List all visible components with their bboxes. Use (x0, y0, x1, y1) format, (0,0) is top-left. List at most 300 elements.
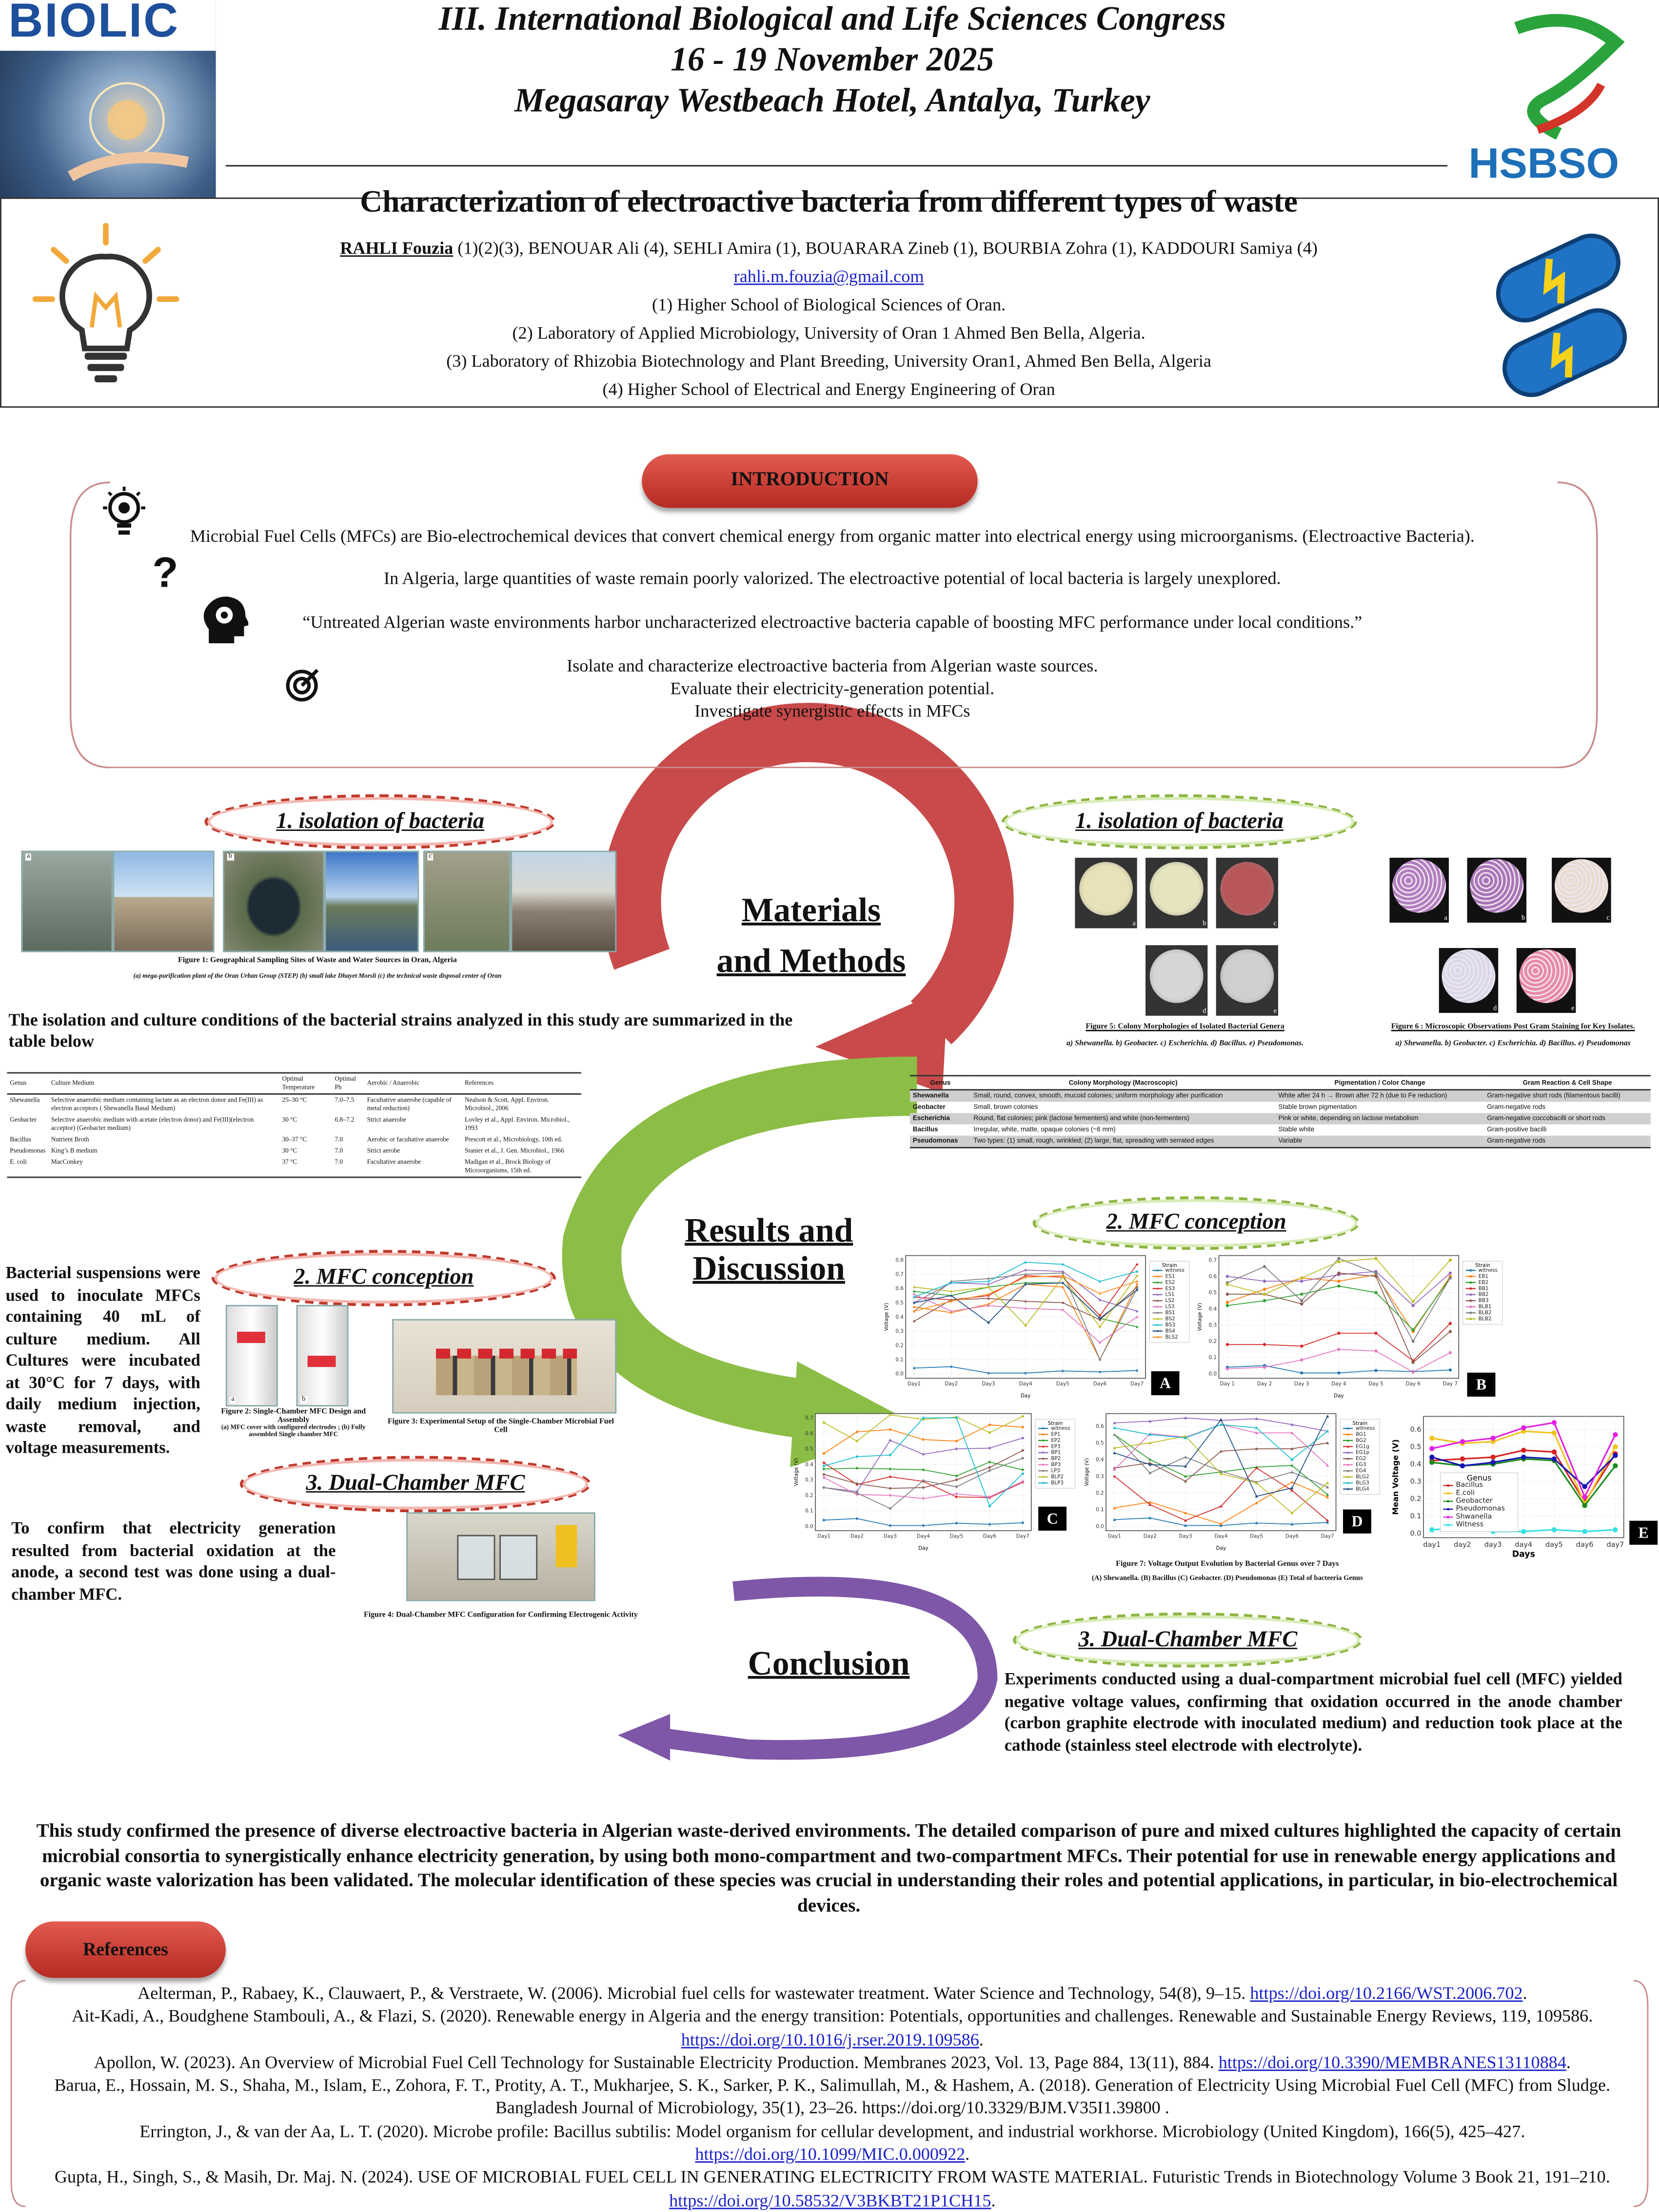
x-tick-label: Day1 (1107, 1533, 1121, 1540)
data-point (1449, 1330, 1452, 1333)
first-author: RAHLI Fouzia (340, 238, 454, 258)
y-tick-label: 0.3 (805, 1477, 813, 1483)
legend-label: BLB2 (1478, 1316, 1492, 1322)
header-divider (226, 165, 1447, 166)
column-header: Colony Morphology (Macroscopic) (971, 1076, 1276, 1090)
voltage-chart-total-genus (1390, 1411, 1658, 1559)
data-point (1263, 1343, 1266, 1346)
table-cell: Stable brown pigmentation (1278, 1103, 1357, 1110)
data-point (1582, 1529, 1587, 1534)
co-authors: (1)(2)(3), BENOUAR Ali (4), SEHLI Amira (1), BOUARARA Zineb (1), BOURBIA Zohra (1), KADDOURI Samiya (4) (453, 238, 1318, 258)
introduction-heading: INTRODUCTION (642, 454, 978, 508)
table-cell: Facultative anaerobe (367, 1158, 421, 1165)
data-point (1412, 1300, 1415, 1303)
single-chamber-setup-photo (392, 1319, 616, 1414)
data-point (1449, 1276, 1452, 1279)
data-point (1447, 1492, 1449, 1495)
figure-4-caption: Figure 4: Dual-Chamber MFC Configuration for Confirming Electrogenic Activity (364, 1611, 638, 1620)
micrograph-letter: b (1521, 915, 1525, 923)
data-point (1412, 1304, 1415, 1307)
legend-label: EG3 (1356, 1462, 1366, 1468)
x-tick-label: Day 7 (1442, 1381, 1458, 1387)
x-tick-label: Day6 (1093, 1381, 1107, 1387)
x-axis-label: Day (1216, 1545, 1226, 1551)
sampling-site-photo-a: a (21, 850, 113, 952)
chart-legend (1035, 1419, 1075, 1488)
table-cell: 7.0 (335, 1146, 343, 1154)
y-tick-label: 0.7 (805, 1415, 813, 1422)
intro-objective: Evaluate their electricity-generation potential. (670, 678, 995, 698)
data-point (1337, 1257, 1340, 1260)
data-point (1374, 1257, 1377, 1260)
chart-legend (1441, 1473, 1518, 1531)
legend-label: BS4 (1165, 1328, 1175, 1334)
legend-label: BG1 (1356, 1431, 1366, 1438)
y-tick-label: 0.1 (895, 1357, 904, 1363)
data-point (1263, 1293, 1266, 1296)
intro-objective: Isolate and characterize electroactive bacteria from Algerian waste sources. (567, 656, 1098, 676)
dual-chamber-method-text: To confirm that electricity generation resulted from bacterial oxidation at the anode, a second test was done using a dual-chamber MFC. (11, 1518, 336, 1603)
data-point (1300, 1303, 1303, 1305)
legend-label: BLG3 (1356, 1480, 1369, 1486)
figure-5-subcaption: a) Shewanella. b) Geobacter. c) Escherichia. d) Bacillus. e) Pseudomonas. (1066, 1040, 1304, 1048)
y-tick-label: 0.3 (1096, 1473, 1104, 1480)
intro-context: Microbial Fuel Cells (MFCs) are Bio-electrochemical devices that convert chemical energy from organic matter into electrical energy using microorganisms. (Electroactive Bacteria). (190, 526, 1475, 546)
data-point (1469, 1269, 1472, 1271)
data-point (1429, 1436, 1434, 1441)
data-point (1469, 1300, 1472, 1302)
legend-label: Shwanella (1456, 1512, 1492, 1521)
table-cell: Variable (1276, 1136, 1484, 1148)
data-point (1263, 1299, 1266, 1302)
data-point (1613, 1527, 1618, 1532)
table-cell: Small, round, convex, smooth, mucoid colonies; uniform morphology after purification (971, 1090, 1276, 1102)
table-cell: Pink or white, depending on lactose metabolism (1276, 1113, 1484, 1124)
question-icon: ? (152, 550, 178, 597)
y-tick-label: 0.0 (1096, 1523, 1104, 1530)
legend-label: BLB1 (1478, 1304, 1492, 1310)
culture-conditions-table (7, 1072, 581, 1178)
data-point (1552, 1420, 1557, 1425)
data-point (1613, 1444, 1618, 1449)
legend-title: Strain (1352, 1420, 1368, 1426)
references-list (28, 1982, 1637, 2212)
x-tick-label: Day 1 (1220, 1381, 1235, 1387)
y-tick-label: 0.3 (1208, 1322, 1217, 1328)
x-tick-label: Day6 (983, 1533, 996, 1540)
congress-venue: Megasaray Westbeach Hotel, Antalya, Turkey (514, 83, 1150, 120)
y-tick-label: 0.2 (1410, 1495, 1422, 1503)
figure-2-caption: Figure 2: Single-Chamber MFC Design and Assembly (221, 1408, 366, 1425)
dna-logo-icon (1460, 0, 1659, 141)
legend-label: ES1 (1165, 1273, 1175, 1280)
table-cell: 30 °C (282, 1116, 297, 1123)
x-tick-label: day7 (1606, 1541, 1624, 1549)
y-tick-label: 0.0 (805, 1523, 813, 1530)
legend-title: Strain (1162, 1262, 1177, 1268)
legend-title: Strain (1047, 1420, 1063, 1426)
data-point (1521, 1455, 1526, 1460)
data-point (1374, 1349, 1377, 1352)
table-cell: Strict aerobe (367, 1146, 400, 1154)
legend-label: EG2 (1356, 1456, 1366, 1462)
figure-1-subcaption: (a) mega-purification plant of the Oran Urban Group (STEP) (b) small lake Dhayet Morsli (c) the technical waste disposal center of Oran (133, 972, 502, 979)
legend-label: BLG2 (1356, 1474, 1369, 1480)
affiliation: (3) Laboratory of Rhizobia Biotechnology and Plant Breeding, University Oran1, Ahmed Ben Bella, Algeria (446, 351, 1211, 371)
data-point (1337, 1348, 1340, 1351)
legend-label: EG4 (1356, 1468, 1366, 1474)
y-tick-label: 0.6 (1410, 1426, 1422, 1434)
legend-label: BG2 (1356, 1437, 1366, 1443)
data-point (1469, 1293, 1472, 1296)
chart-panel-label: D (1343, 1509, 1371, 1533)
table-cell: Selective anaerobic medium with acetate (electron donor) and Fe(III)(electron acceptor) (Geobacter medium) (51, 1116, 254, 1132)
table-cell: Escherichia (910, 1113, 971, 1124)
data-point (1412, 1371, 1415, 1374)
chart-panel-label: A (1151, 1371, 1180, 1395)
congress-name: III. International Biological and Life Sciences Congress (438, 1, 1226, 39)
data-point (1469, 1281, 1472, 1284)
intro-objective: Investigate synergistic effects in MFCs (694, 701, 970, 721)
y-axis-label: Mean Voltage (V) (1390, 1439, 1400, 1515)
data-point (1374, 1291, 1377, 1294)
reference-doi-link[interactable]: https://doi.org/10.1099/MIC.0.000922 (695, 2144, 966, 2164)
y-tick-label: 0.1 (1208, 1355, 1217, 1361)
column-header: Genus (910, 1076, 971, 1090)
conclusion-arrowhead (618, 1714, 670, 1760)
table-cell: Gram-negative short rods (filamentous bacilli) (1484, 1090, 1650, 1102)
assembled-mfc-photo: b (296, 1305, 349, 1406)
y-tick-label: 0.2 (895, 1343, 904, 1349)
dual-chamber-heading-right: 3. Dual-Chamber MFC (1013, 1613, 1363, 1668)
table-cell: Nealson & Scott, Appl. Environ. Microbiol., 2006 (464, 1096, 550, 1112)
data-point (1263, 1265, 1266, 1268)
chart-panel-label: E (1629, 1521, 1658, 1545)
intro-problem: In Algeria, large quantities of waste remain poorly valorized. The electroactive potential of local bacteria is largely unexplored. (384, 568, 1281, 589)
y-tick-label: 0.0 (895, 1371, 904, 1377)
brain-hand-icon (63, 63, 190, 190)
column-header: Pigmentation / Color Change (1276, 1076, 1484, 1090)
x-tick-label: day6 (1576, 1541, 1594, 1549)
y-tick-label: 0.8 (895, 1257, 904, 1264)
chart-legend (1340, 1419, 1380, 1494)
legend-label: BLG4 (1356, 1486, 1369, 1492)
y-tick-label: 0.1 (805, 1508, 813, 1514)
x-tick-label: Day4 (1019, 1381, 1032, 1387)
gram-stain-micrograph (1517, 948, 1576, 1013)
column-header: References (462, 1073, 581, 1094)
legend-label: BS1 (1165, 1310, 1175, 1316)
data-point (1552, 1527, 1557, 1532)
y-tick-label: 0.4 (1096, 1457, 1104, 1463)
data-point (1490, 1460, 1495, 1465)
legend-label: BS3 (1165, 1322, 1175, 1328)
table-cell: 37 °C (282, 1158, 297, 1165)
table-cell: 30–37 °C (282, 1135, 307, 1143)
data-point (1447, 1508, 1449, 1510)
colony-plate-photo (1146, 945, 1207, 1016)
colony-plate-photo (1146, 858, 1207, 928)
legend-label: BB3 (1478, 1298, 1489, 1304)
table-cell: Geobacter (10, 1116, 37, 1123)
x-tick-label: Day4 (916, 1533, 930, 1540)
data-point (1337, 1284, 1340, 1287)
table-cell: Shewanella (910, 1090, 971, 1102)
column-header: Gram Reaction & Cell Shape (1484, 1076, 1650, 1090)
plate-letter: a (1132, 921, 1136, 928)
reference-item: Ait-Kadi, A., Boudghene Stambouli, A., & Flazi, S. (2020). Renewable energy in Algeria and the energy transition: Potentials, opportunities and challenges. Renewable and Sustainable Energy Reviews, 119, 109586. https://doi.org/10.1016/j.rser.2019.109586. (72, 2006, 1593, 2050)
biolic-logo (0, 0, 216, 198)
conclusion-text: This study confirmed the presence of diverse electroactive bacteria in Algerian waste-derived environments. The detailed comparison of pure and mixed cultures highlighted the capacity of certain microbial consortia to synergistically enhance electricity generation, by using both mono-compartment and two-compartment MFCs. Their potential for use in renewable energy applications and organic waste valorization has been validated. The molecular identification of these species was crucial in understanding their roles and potential applications, in particular, in bio-electrochemical devices. (36, 1819, 1621, 1916)
data-point (1226, 1304, 1229, 1307)
data-point (1337, 1260, 1340, 1263)
legend-label: witness (1165, 1267, 1185, 1273)
table-cell: Gram-negative rods (1484, 1136, 1650, 1148)
authors (198, 238, 1460, 259)
data-point (1429, 1460, 1434, 1465)
data-point (1263, 1288, 1266, 1291)
legend-label: ES3 (1165, 1285, 1175, 1292)
table-cell: MacConkey (51, 1158, 83, 1165)
legend-label: Pseudomonas (1456, 1504, 1505, 1513)
y-tick-label: 0.0 (1410, 1529, 1422, 1538)
data-point (1469, 1275, 1472, 1278)
x-axis-label: Day (1334, 1393, 1344, 1399)
table-cell: Stanier et al., J. Gen. Microbiol., 1966 (464, 1146, 564, 1154)
x-tick-label: Day2 (945, 1381, 958, 1387)
legend-label: BLP3 (1051, 1480, 1064, 1486)
x-tick-label: day2 (1454, 1541, 1471, 1549)
dual-chamber-photo (406, 1512, 595, 1601)
plate-letter: e (1273, 1008, 1277, 1016)
legend-label: witness (1356, 1425, 1375, 1431)
legend-label: LP3 (1051, 1468, 1060, 1474)
author-email-link[interactable]: rahli.m.fouzia@gmail.com (733, 266, 924, 287)
y-tick-label: 0.5 (1208, 1290, 1217, 1296)
x-tick-label: Day 5 (1368, 1381, 1383, 1387)
data-point (1582, 1494, 1587, 1499)
figure-7-subcaption: (A) Shewanella. (B) Bacillus (C) Geobacter. (D) Pseudomonas (E) Total of bacteeria Genus (1092, 1576, 1363, 1583)
figure-3-caption: Figure 3: Experimental Setup of the Single-Chamber Microbial Fuel Cell (387, 1418, 614, 1435)
colony-morphology-table (910, 1075, 1651, 1148)
table-header-row (7, 1073, 581, 1094)
data-point (1300, 1344, 1303, 1347)
data-point (1300, 1359, 1303, 1362)
table-row (7, 1114, 581, 1134)
x-tick-label: Day1 (908, 1381, 921, 1387)
data-point (1469, 1287, 1472, 1290)
data-point (1374, 1332, 1377, 1335)
micrograph-letter: d (1493, 1006, 1497, 1013)
y-tick-label: 0.4 (895, 1314, 904, 1320)
x-axis-label: Day (918, 1545, 928, 1551)
y-tick-label: 0.7 (895, 1271, 904, 1278)
x-tick-label: Day7 (1130, 1381, 1144, 1387)
x-tick-label: Day3 (883, 1533, 897, 1540)
table-cell: Shewanella (10, 1096, 40, 1104)
data-point (1469, 1305, 1472, 1308)
reference-doi-link[interactable]: https://doi.org/10.3390/MEMBRANES13110884 (1218, 2052, 1566, 2073)
affiliation: (1) Higher School of Biological Sciences of Oran. (652, 295, 1006, 315)
column-header: Genus (7, 1073, 48, 1094)
data-point (1374, 1271, 1377, 1274)
table-cell: Selective anaerobic medium containing lactate as an electron donor and Fe(III) as electron acceptors ( Shewanella Basal Medium) (51, 1096, 263, 1112)
affiliation: (2) Laboratory of Applied Microbiology, University of Oran 1 Ahmed Ben Bella, Algeria. (512, 323, 1146, 343)
table-cell: Lovley et al., Appl. Environ. Microbiol., 1993 (464, 1116, 570, 1132)
data-point (1263, 1280, 1266, 1283)
y-axis-label: Voltage (V) (1197, 1303, 1203, 1331)
table-cell: Strict anaerobe (367, 1116, 406, 1123)
data-point (1447, 1524, 1449, 1526)
x-tick-label: Day2 (850, 1533, 864, 1540)
y-tick-label: 0.2 (805, 1492, 813, 1499)
legend-label: EB2 (1478, 1279, 1489, 1285)
reference-doi-link[interactable]: https://doi.org/10.1016/j.rser.2019.109586 (681, 2029, 979, 2050)
legend-label: BLP2 (1051, 1474, 1064, 1480)
legend-label: Bacillus (1456, 1481, 1483, 1489)
legend-label: Witness (1456, 1521, 1484, 1529)
mfc-heading-right: 2. MFC conception (1033, 1196, 1360, 1250)
reference-doi-link[interactable]: https://doi.org/10.58532/V3BKBT21P1CH15 (669, 2190, 991, 2211)
biolic-logo-text: BIOLIC (8, 0, 180, 48)
y-tick-label: 0.5 (895, 1300, 904, 1306)
table-cell: Prescott et al., Microbiology, 10th ed. (464, 1135, 563, 1143)
data-point (1412, 1340, 1415, 1343)
data-point (1447, 1484, 1449, 1487)
y-tick-label: 0.6 (1096, 1423, 1104, 1430)
x-tick-label: Day 3 (1294, 1381, 1309, 1387)
data-point (1226, 1275, 1229, 1278)
table-cell: Geobacter (912, 1103, 946, 1110)
table-cell: Aerobic or facultative anaerobe (367, 1135, 449, 1143)
reference-doi-link[interactable]: https://doi.org/10.2166/WST.2006.702 (1250, 1983, 1523, 2003)
data-point (1490, 1455, 1495, 1460)
data-point (1226, 1283, 1229, 1286)
isolation-intro-text: The isolation and culture conditions of the bacterial strains analyzed in this study are summarized in the table below (8, 1010, 793, 1051)
legend-label: BLB2 (1478, 1310, 1492, 1316)
y-tick-label: 0.3 (1410, 1478, 1422, 1486)
table-cell: Gram-negative coccobacilli or short rods (1484, 1113, 1650, 1124)
data-point (1263, 1366, 1266, 1369)
legend-label: EG1g (1356, 1443, 1369, 1450)
reference-item: Barua, E., Hossain, M. S., Shaha, M., Islam, E., Zohora, F. T., Protity, A. T., Mukharjee, S. K., Sarker, P. K., Salimullah, M., & Hashem, A. (2018). Generation of Electricity Using Microbial Fuel Cell (MFC) from Sludge. Bangladesh Journal of Microbiology, 35(1), 23–26. https://doi.org/10.3329/BJM.V35I1.39800 . (54, 2075, 1611, 2118)
x-tick-label: Day5 (1056, 1381, 1069, 1387)
legend-label: EB1 (1478, 1273, 1489, 1280)
data-point (1374, 1369, 1377, 1372)
data-point (1552, 1456, 1557, 1461)
x-tick-label: Day7 (1321, 1533, 1334, 1540)
micrograph-letter: e (1571, 1006, 1575, 1013)
legend-label: BP2 (1051, 1456, 1061, 1462)
x-tick-label: Day 2 (1257, 1381, 1272, 1387)
mfc-cover-photo: a (226, 1305, 278, 1406)
y-tick-label: 0.5 (1410, 1443, 1422, 1451)
table-row (7, 1157, 581, 1177)
y-tick-label: 0.1 (1096, 1507, 1104, 1513)
chart-panel-label: B (1467, 1373, 1496, 1397)
voltage-chart-shewanella (883, 1250, 1196, 1400)
sampling-site-photo-c: c (423, 850, 511, 952)
y-tick-label: 0.6 (805, 1430, 813, 1437)
table-cell: Two types: (1) small, rough, wrinkled; (2) large, flat, spreading with serrated edges (971, 1136, 1276, 1148)
figure-7-caption: Figure 7: Voltage Output Evolution by Bacterial Genus over 7 Days (1116, 1560, 1339, 1569)
data-point (1300, 1280, 1303, 1283)
x-tick-label: Day1 (817, 1533, 831, 1540)
data-point (1469, 1312, 1472, 1314)
y-tick-label: 0.2 (1208, 1338, 1217, 1344)
x-axis-label: Day (1020, 1393, 1031, 1399)
legend-label: witness (1478, 1267, 1498, 1273)
results-discussion-heading: Results and Discussion (684, 1213, 853, 1288)
data-point (1429, 1527, 1434, 1532)
hsbso-logo-text: HSBSO (1468, 141, 1620, 188)
table-cell: Stable white (1278, 1126, 1315, 1133)
y-tick-label: 0.0 (1208, 1371, 1217, 1377)
dual-chamber-heading-left: 3. Dual-Chamber MFC (240, 1456, 591, 1512)
y-tick-label: 0.4 (1410, 1461, 1422, 1469)
voltage-chart-bacillus (1196, 1250, 1509, 1400)
legend-label: Geobacter (1456, 1497, 1493, 1505)
data-point (1449, 1259, 1452, 1262)
data-point (1226, 1367, 1229, 1370)
data-point (1337, 1332, 1340, 1335)
chart-legend (1463, 1261, 1502, 1324)
x-tick-label: Day3 (1179, 1533, 1192, 1540)
table-cell: Madigan et al., Brock Biology of Microorganisms, 15th ed. (464, 1158, 551, 1174)
table-cell: Pseudomonas (910, 1136, 971, 1148)
plate-letter: b (1203, 921, 1206, 928)
legend-label: BP1 (1051, 1449, 1061, 1456)
colony-plate-photo (1075, 858, 1137, 928)
y-tick-label: 0.4 (1208, 1306, 1217, 1312)
table-cell: Bacillus (912, 1126, 938, 1133)
data-point (1412, 1328, 1415, 1331)
figure-1-caption: Figure 1: Geographical Sampling Sites of Waste and Water Sources in Oran, Algeria (178, 956, 457, 965)
table-cell: 6.8–7.2 (335, 1116, 355, 1123)
legend-label: ES2 (1165, 1279, 1175, 1285)
reference-item: Apollon, W. (2023). An Overview of Microbial Fuel Cell Technology for Sustainable Electricity Production. Membranes 2023, Vol. 13, Page 884, 13(11), 884. https://doi.org/10.3390/MEMBRANES13110884. (94, 2052, 1571, 2073)
data-point (1226, 1343, 1229, 1346)
micrograph-letter: c (1606, 915, 1610, 923)
table-row (910, 1113, 1651, 1124)
sampling-site-photo-a2 (113, 850, 214, 952)
hsbso-logo (1460, 0, 1659, 198)
micrograph-letter: a (1444, 915, 1448, 923)
paper-title: Characterization of electroactive bacteria from different types of waste (360, 183, 1298, 219)
y-axis-label: Voltage (V) (1084, 1458, 1090, 1486)
table-cell: King’s B medium (51, 1146, 98, 1154)
table-cell: Facultative anaerobe (capable of metal reduction) (367, 1096, 452, 1112)
table-cell: Gram-negative rods (1487, 1103, 1546, 1110)
data-point (1300, 1299, 1303, 1302)
plate-letter: c (1273, 921, 1277, 928)
table-cell: E. coli (10, 1158, 27, 1165)
table-cell: White after 24 h → Brown after 72 h (due to Fe reduction) (1276, 1090, 1484, 1102)
sampling-site-photo-c2 (511, 850, 616, 952)
gram-stain-micrograph (1552, 858, 1611, 923)
x-tick-label: day1 (1423, 1541, 1441, 1549)
x-tick-label: Day3 (982, 1381, 995, 1387)
plate-letter: d (1203, 1008, 1206, 1016)
sampling-site-photo-b: b (223, 850, 324, 952)
legend-label: BB1 (1478, 1285, 1489, 1292)
column-header: Optimal Ph (332, 1073, 364, 1094)
column-header: Optimal Temperature (279, 1073, 332, 1094)
data-point (1449, 1368, 1452, 1371)
data-point (1337, 1271, 1340, 1274)
legend-label: EP3 (1051, 1443, 1061, 1450)
legend-label: LS3 (1165, 1304, 1175, 1310)
